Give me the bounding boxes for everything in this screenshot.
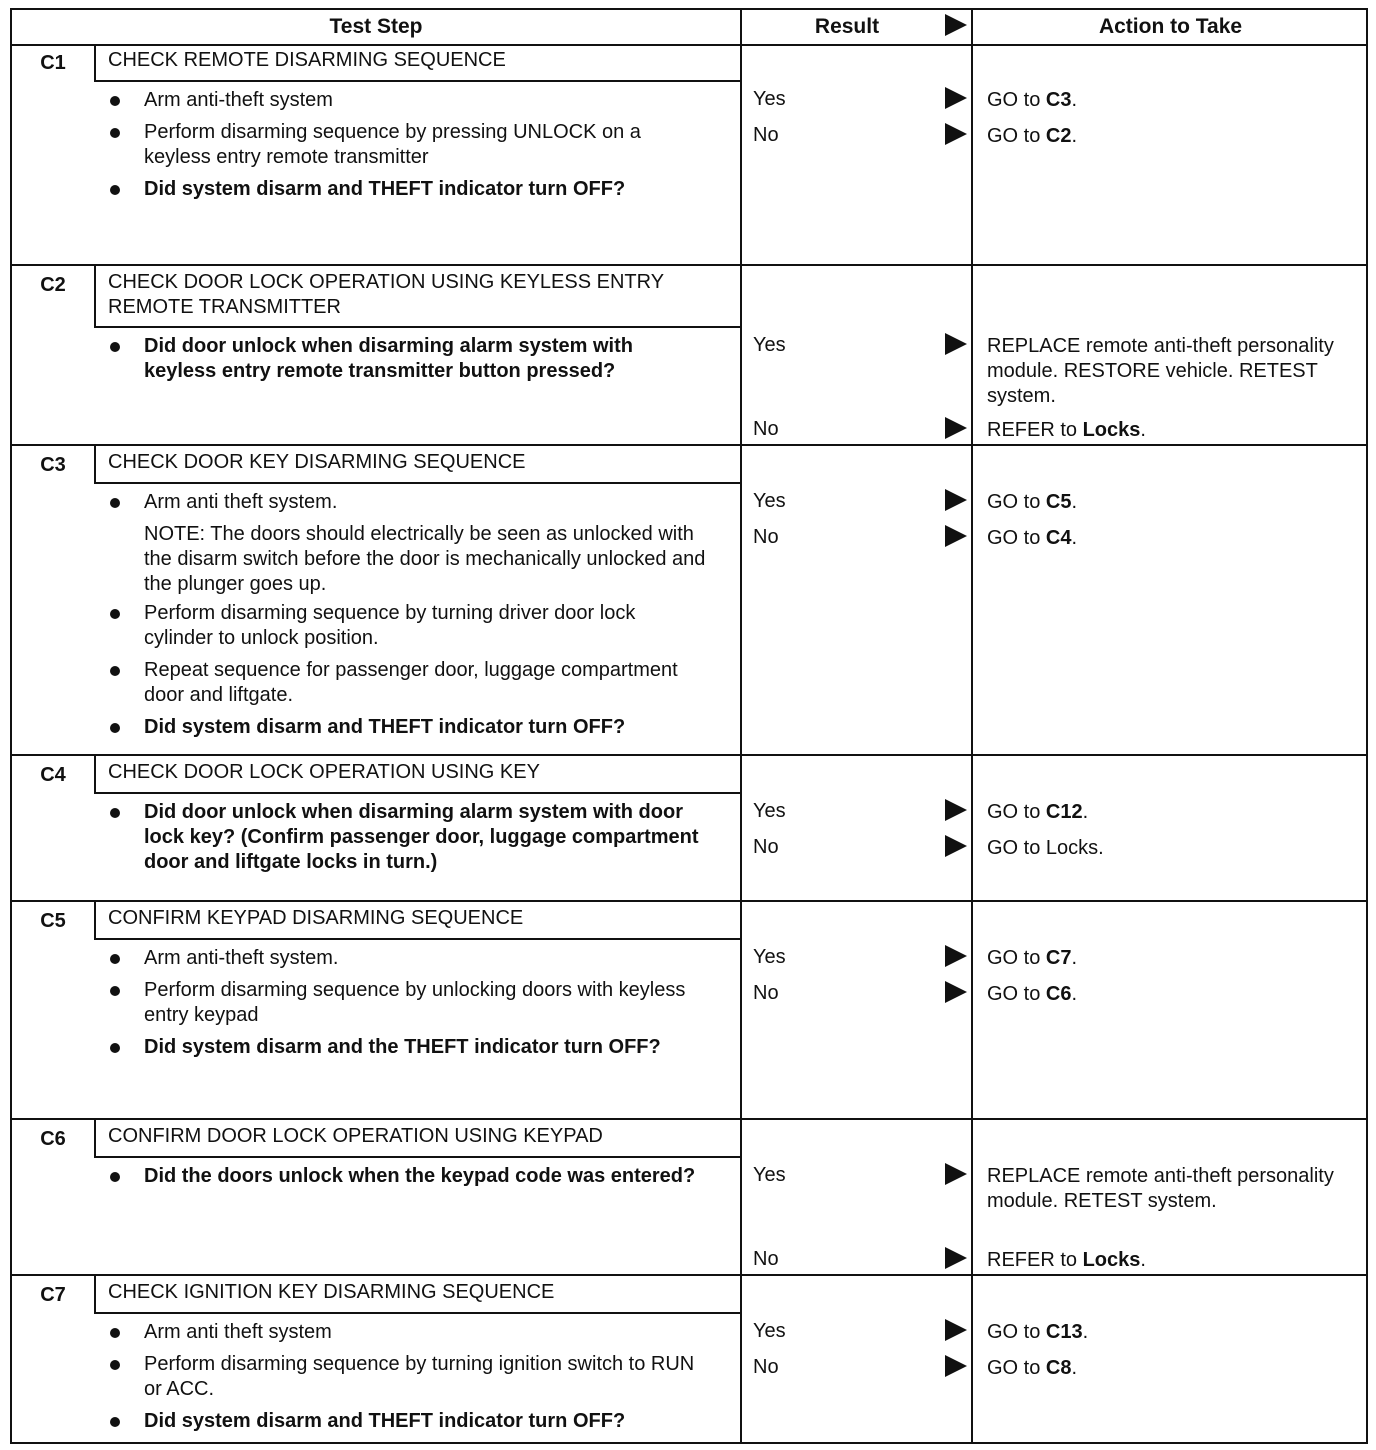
- action-suffix: .: [1082, 801, 1089, 823]
- action-reference: C8: [1045, 1357, 1072, 1379]
- bullet-icon: [110, 986, 120, 996]
- step-title: CHECK DOOR KEY DISARMING SEQUENCE: [94, 446, 740, 484]
- result-label: No: [753, 124, 779, 146]
- bullet-icon: [110, 1043, 120, 1053]
- action-reference: C12: [1045, 801, 1083, 823]
- result-arrow-icon: [945, 799, 967, 821]
- action-suffix: .: [1071, 125, 1078, 147]
- step-title: CHECK IGNITION KEY DISARMING SEQUENCE: [94, 1276, 740, 1314]
- step-item-text: Perform disarming sequence by turning driver door lock cylinder to unlock position.: [144, 602, 636, 649]
- step-question: [108, 800, 708, 875]
- action-suffix: .: [1071, 947, 1078, 969]
- step-item-text: Did door unlock when disarming alarm system with door lock key? (Confirm passenger door, luggage compartment door and liftgate locks in turn.): [144, 801, 699, 873]
- bullet-icon: [110, 185, 120, 195]
- result-arrow-icon: [945, 333, 967, 355]
- action-suffix: .: [1071, 89, 1078, 111]
- result-label: No: [753, 526, 779, 548]
- result-arrow-icon: [945, 835, 967, 857]
- result-arrow-icon: [945, 87, 967, 109]
- step-items: [108, 1320, 708, 1441]
- action-text: [987, 526, 1357, 551]
- step-bullet: [108, 1352, 708, 1402]
- step-title: CONFIRM KEYPAD DISARMING SEQUENCE: [94, 902, 740, 940]
- step-item-text: Did the doors unlock when the keypad code was entered?: [144, 1165, 696, 1187]
- action-text: [987, 418, 1357, 443]
- result-arrow-icon: [945, 981, 967, 1003]
- bullet-icon: [110, 342, 120, 352]
- action-text: [987, 836, 1357, 861]
- header-test-step: Test Step: [329, 15, 423, 38]
- step-item-text: Did system disarm and THEFT indicator turn OFF?: [144, 1410, 626, 1432]
- result-label: Yes: [753, 1320, 786, 1342]
- action-reference: C13: [1045, 1321, 1083, 1343]
- action-text: [987, 490, 1357, 515]
- step-items: [108, 490, 708, 747]
- bullet-icon: [110, 1328, 120, 1338]
- action-reference: C5: [1045, 491, 1072, 513]
- action-text: [987, 1248, 1357, 1273]
- step-id: C2: [40, 273, 66, 296]
- action-text: [987, 1356, 1357, 1381]
- bullet-icon: [110, 1172, 120, 1182]
- action-prefix: REFER to: [987, 419, 1083, 441]
- action-prefix: REFER to: [987, 1249, 1083, 1271]
- action-suffix: .: [1140, 419, 1146, 441]
- action-reference: C7: [1045, 947, 1072, 969]
- result-arrow-icon: [945, 1247, 967, 1269]
- header-arrow-icon: [945, 14, 967, 36]
- step-item-text: NOTE: The doors should electrically be seen as unlocked with the disarm switch before the door is mechanically unlocked and the plunger goes up.: [144, 523, 706, 595]
- result-label: Yes: [753, 490, 786, 512]
- step-item-text: Arm anti-theft system.: [144, 947, 339, 969]
- test-step-row: [12, 444, 1366, 756]
- step-bullet: [108, 120, 708, 170]
- action-suffix: .: [1082, 1321, 1089, 1343]
- action-prefix: GO to: [987, 983, 1046, 1005]
- header-result: Result: [814, 15, 880, 38]
- bullet-icon: [110, 96, 120, 106]
- action-prefix: GO to: [987, 947, 1046, 969]
- action-prefix: GO to: [987, 491, 1046, 513]
- step-bullet: [108, 658, 708, 708]
- step-question: [108, 715, 708, 740]
- step-items: [108, 334, 708, 391]
- step-item-text: Perform disarming sequence by turning ignition switch to RUN or ACC.: [144, 1353, 695, 1400]
- result-arrow-icon: [945, 417, 967, 439]
- step-id: C1: [40, 51, 66, 74]
- action-prefix: GO to Locks.: [987, 837, 1104, 859]
- result-label: No: [753, 418, 779, 440]
- bullet-icon: [110, 1360, 120, 1370]
- test-step-row: [12, 754, 1366, 902]
- action-suffix: .: [1071, 527, 1078, 549]
- action-reference: Locks: [1082, 1249, 1141, 1271]
- step-note: [108, 522, 708, 597]
- diagnostic-table: [10, 8, 1368, 1444]
- step-item-text: Arm anti theft system.: [144, 491, 338, 513]
- action-suffix: .: [1071, 491, 1078, 513]
- action-prefix: GO to: [987, 1321, 1046, 1343]
- result-label: Yes: [753, 334, 786, 356]
- test-step-row: [12, 1118, 1366, 1276]
- result-label: No: [753, 1248, 779, 1270]
- step-question: [108, 334, 708, 384]
- test-step-row: [12, 44, 1366, 264]
- step-items: [108, 1164, 708, 1196]
- step-item-text: Arm anti theft system: [144, 1321, 332, 1343]
- step-bullet: [108, 946, 708, 971]
- step-question: [108, 1035, 708, 1060]
- result-arrow-icon: [945, 1163, 967, 1185]
- action-text: [987, 800, 1357, 825]
- step-bullet: [108, 88, 708, 113]
- step-items: [108, 946, 708, 1067]
- action-text: [987, 946, 1357, 971]
- action-text: [987, 982, 1357, 1007]
- step-bullet: [108, 978, 708, 1028]
- step-item-text: Repeat sequence for passenger door, luggage compartment door and liftgate.: [144, 659, 678, 706]
- bullet-icon: [110, 128, 120, 138]
- test-step-row: [12, 264, 1366, 446]
- action-suffix: .: [1071, 983, 1078, 1005]
- step-id: C4: [40, 763, 66, 786]
- action-reference: C3: [1045, 89, 1072, 111]
- action-prefix: GO to: [987, 801, 1046, 823]
- test-step-row: [12, 900, 1366, 1120]
- bullet-icon: [110, 954, 120, 964]
- action-prefix: GO to: [987, 125, 1046, 147]
- action-prefix: REPLACE remote anti-theft personality module. RESTORE vehicle. RETEST system.: [987, 335, 1334, 407]
- action-prefix: GO to: [987, 89, 1046, 111]
- result-arrow-icon: [945, 525, 967, 547]
- result-label: No: [753, 1356, 779, 1378]
- action-reference: Locks: [1082, 419, 1141, 441]
- step-item-text: Did system disarm and the THEFT indicator turn OFF?: [144, 1036, 661, 1058]
- action-text: [987, 1164, 1357, 1214]
- step-bullet: [108, 1320, 708, 1345]
- action-suffix: .: [1071, 1357, 1078, 1379]
- step-items: [108, 88, 708, 209]
- bullet-icon: [110, 498, 120, 508]
- action-text: [987, 1320, 1357, 1345]
- step-title: CHECK REMOTE DISARMING SEQUENCE: [94, 44, 740, 82]
- result-label: Yes: [753, 800, 786, 822]
- action-reference: C2: [1045, 125, 1072, 147]
- bullet-icon: [110, 808, 120, 818]
- action-suffix: .: [1140, 1249, 1146, 1271]
- step-item-text: Perform disarming sequence by pressing UNLOCK on a keyless entry remote transmitter: [144, 121, 641, 168]
- result-label: No: [753, 836, 779, 858]
- result-label: Yes: [753, 1164, 786, 1186]
- result-arrow-icon: [945, 489, 967, 511]
- step-title: CHECK DOOR LOCK OPERATION USING KEY: [94, 756, 740, 794]
- step-id: C7: [40, 1283, 66, 1306]
- action-text: [987, 124, 1357, 149]
- step-items: [108, 800, 708, 882]
- action-prefix: GO to: [987, 1357, 1046, 1379]
- test-step-row: [12, 1274, 1366, 1448]
- step-id: C6: [40, 1127, 66, 1150]
- action-reference: C6: [1045, 983, 1072, 1005]
- result-arrow-icon: [945, 945, 967, 967]
- step-title: CONFIRM DOOR LOCK OPERATION USING KEYPAD: [94, 1120, 740, 1158]
- step-item-text: Did door unlock when disarming alarm system with keyless entry remote transmitter button pressed?: [144, 335, 633, 382]
- step-id: C3: [40, 453, 66, 476]
- result-label: Yes: [753, 88, 786, 110]
- step-bullet: [108, 601, 708, 651]
- action-text: [987, 88, 1357, 113]
- step-question: [108, 177, 708, 202]
- action-prefix: GO to: [987, 527, 1046, 549]
- step-item-text: Arm anti-theft system: [144, 89, 333, 111]
- step-item-text: Perform disarming sequence by unlocking doors with keyless entry keypad: [144, 979, 686, 1026]
- header-action: Action to Take: [1098, 15, 1243, 38]
- step-question: [108, 1409, 708, 1434]
- step-item-text: Did system disarm and THEFT indicator turn OFF?: [144, 716, 626, 738]
- action-text: [987, 334, 1357, 409]
- action-prefix: REPLACE remote anti-theft personality module. RETEST system.: [987, 1165, 1334, 1212]
- bullet-icon: [110, 666, 120, 676]
- result-arrow-icon: [945, 1319, 967, 1341]
- result-arrow-icon: [945, 1355, 967, 1377]
- step-id: C5: [40, 909, 66, 932]
- bullet-icon: [110, 1417, 120, 1427]
- bullet-icon: [110, 723, 120, 733]
- step-bullet: [108, 490, 708, 515]
- step-question: [108, 1164, 708, 1189]
- action-reference: C4: [1045, 527, 1072, 549]
- step-title: CHECK DOOR LOCK OPERATION USING KEYLESS ENTRY REMOTE TRANSMITTER: [94, 266, 740, 328]
- result-label: Yes: [753, 946, 786, 968]
- result-label: No: [753, 982, 779, 1004]
- result-arrow-icon: [945, 123, 967, 145]
- step-item-text: Did system disarm and THEFT indicator turn OFF?: [144, 178, 626, 200]
- bullet-icon: [110, 609, 120, 619]
